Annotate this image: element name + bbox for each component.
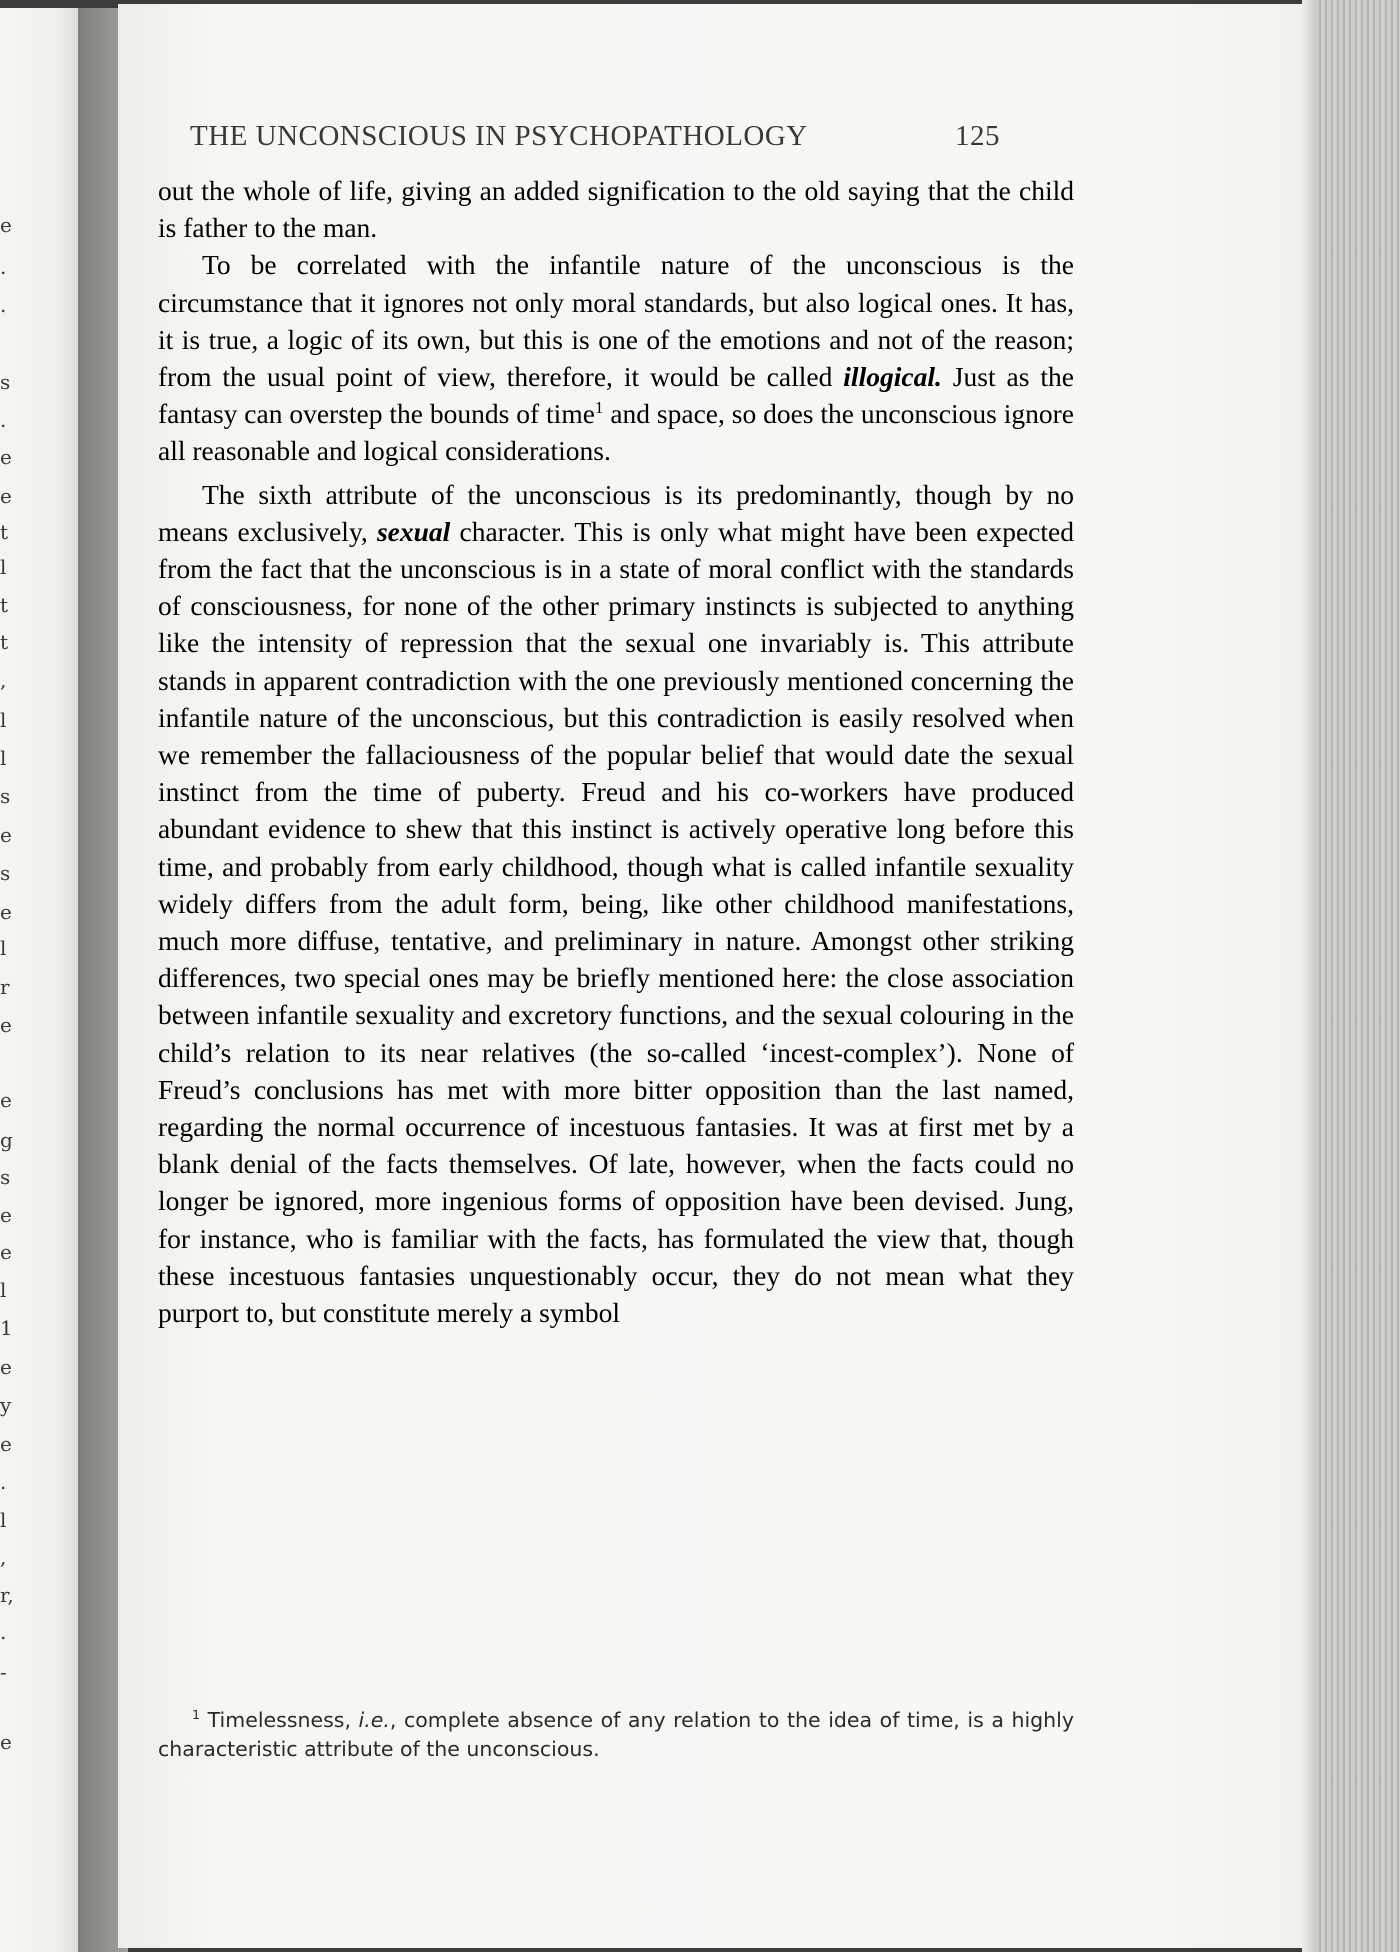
left-page-fragment: s	[0, 861, 11, 885]
paragraph-2	[158, 246, 1074, 469]
paragraph-3-text-a: The sixth attribute of the unconscious is its predominantly, though by no means exclusively,	[158, 478, 1074, 547]
left-page-fragment: l	[0, 1278, 7, 1302]
paragraph-3	[158, 476, 1074, 1332]
left-page-fragment: r,	[0, 1583, 14, 1607]
paragraph-2-text-c: and space, so does the unconscious ignore all reasonable and logical considerations.	[158, 398, 1074, 467]
paragraph-3-text-b: character. This is only what might have been expected from the fact that the unconscious is in a state of moral conflict with the standards of consciousness, for none of the other primary instincts is subjected to anything like the intensity of repression that the sexual one invariably is. This attribute stands in apparent contradiction with the one previously mentioned concerning the infantile nature of the unconscious, but this contradiction is easily resolved when we remember the fallaciousness of the popular belief that would date the sexual instinct from the time of puberty. Freud and his co-workers have produced abundant evidence to shew that this instinct is actively operative long before this time, and probably from early childhood, though what is called infantile sexuality widely differs from the adult form, being, like other childhood manifestations, much more diffuse, tentative, and preliminary in nature. Amongst other striking differences, two special ones may be briefly mentioned here: the close association between infantile sexuality and excretory functions, and the sexual colouring in the child’s relation to its near relatives (the so-called ‘incest-complex’). None of Freud’s conclusions has met with more bitter opposition than the last named, regarding the normal occurrence of incestuous fantasies. It was at first met by a blank denial of the facts themselves. Of late, however, when the facts could no longer be ignored, more ingenious forms of opposition have been devised. Jung, for instance, who is familiar with the facts, has formulated the view that, though these incestuous fantasies unquestionably occur, they do not mean what they purport to, but constitute merely a symbol	[158, 515, 1074, 1329]
book-page	[118, 4, 1314, 1948]
left-page-fragment: l	[0, 936, 7, 960]
left-page-fragment: g	[0, 1128, 13, 1152]
left-page-fragment: r	[0, 975, 10, 999]
paragraph-2-text-a: To be correlated with the infantile nature of the unconscious is the circumstance that it ignores not only moral standards, but also logical ones. It has, it is true, a logic of its own, but this is one of the emotions and not of the reason; from the usual point of view, therefore, it would be called	[158, 249, 1074, 393]
left-page-fragment: e	[0, 213, 12, 237]
left-page-fragment: ,	[0, 668, 7, 692]
left-page-fragment: e	[0, 1240, 12, 1264]
left-page-fragment: e	[0, 900, 12, 924]
left-page-fragment: .	[0, 1620, 7, 1644]
left-page-fragment: .	[0, 408, 7, 432]
left-page-fragment: e	[0, 1355, 12, 1379]
footnote-marker: 1	[192, 1707, 201, 1723]
facing-page-left	[0, 8, 84, 1952]
left-page-fragment: t	[0, 593, 9, 617]
paragraph-1-text: out the whole of life, giving an added signification to the old saying that the child is father to the man.	[158, 175, 1074, 244]
left-page-fragment: e	[0, 1730, 12, 1754]
left-page-fragment: .	[0, 1470, 7, 1494]
footnote-emphasis: i.e.	[358, 1708, 390, 1732]
left-page-fragment: e	[0, 1203, 12, 1227]
left-page-fragment: 1	[0, 1316, 13, 1340]
paragraph-3-emphasis: sexual	[376, 515, 451, 547]
page-edges	[1316, 0, 1400, 1952]
left-page-fragment: e	[0, 1088, 12, 1112]
page-edge-shadow	[1302, 0, 1316, 1952]
left-page-fragment: e	[0, 1013, 12, 1037]
left-page-fragment: .	[0, 293, 7, 317]
footnote-text-a: Timelessness,	[200, 1708, 359, 1732]
left-page-fragment: s	[0, 784, 11, 808]
left-page-fragment: l	[0, 708, 7, 732]
left-page-fragment: .	[0, 255, 7, 279]
left-page-fragment: s	[0, 370, 11, 394]
left-page-fragment: l	[0, 746, 7, 770]
left-page-fragment: l	[0, 1508, 7, 1532]
paragraph-1	[158, 172, 1074, 246]
left-page-fragment: l	[0, 555, 7, 579]
left-page-fragment: t	[0, 630, 9, 654]
left-page-fragment: e	[0, 823, 12, 847]
paragraph-2-text-b: Just as the fantasy can overstep the bounds of time	[158, 361, 1074, 430]
footnote-reference: 1	[594, 398, 604, 418]
running-head-title: THE UNCONSCIOUS IN PSYCHOPATHOLOGY	[190, 120, 808, 152]
left-page-fragment: e	[0, 445, 12, 469]
footnote-text	[158, 1706, 1074, 1764]
left-page-fragment: ,	[0, 1545, 7, 1569]
paragraph-2-emphasis: illogical.	[843, 361, 942, 393]
left-page-fragment: y	[0, 1393, 12, 1417]
left-page-fragment: t	[0, 520, 9, 544]
page-number: 125	[955, 120, 1000, 152]
footnote-text-b: , complete absence of any relation to the idea of time, is a highly characteristic attribute of the unconscious.	[158, 1708, 1074, 1761]
left-page-fragment: e	[0, 484, 12, 508]
left-page-fragment: -	[0, 1660, 7, 1684]
body-text	[158, 172, 1074, 1331]
left-page-fragment: s	[0, 1165, 11, 1189]
left-page-fragment: e	[0, 1432, 12, 1456]
footnote	[158, 1706, 1074, 1764]
